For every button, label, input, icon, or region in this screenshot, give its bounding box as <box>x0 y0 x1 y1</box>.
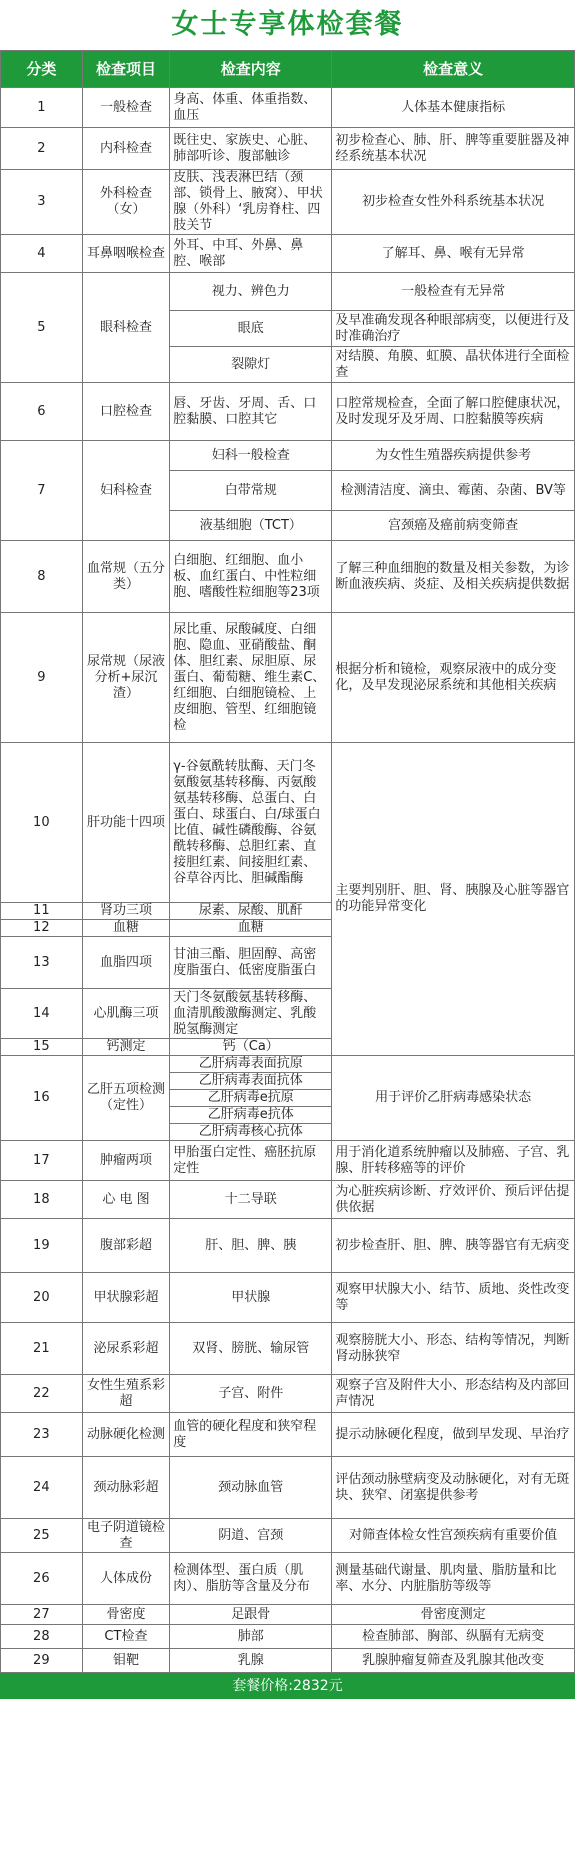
table-cell: 3 <box>1 170 83 235</box>
table-cell: 对筛查体检女性宫颈疾病有重要价值 <box>332 1519 575 1553</box>
table-cell: 甲状腺彩超 <box>82 1273 170 1323</box>
table-cell: 7 <box>1 441 83 541</box>
table-cell: 根据分析和镜检，观察尿液中的成分变化，及早发现泌尿系统和其他相关疾病 <box>332 613 575 743</box>
table-cell: 乳腺肿瘤复筛查及乳腺其他改变 <box>332 1649 575 1673</box>
table-cell: 子宫、附件 <box>170 1375 332 1413</box>
table-cell: 尿常规（尿液分析+尿沉渣） <box>82 613 170 743</box>
table-row <box>1 128 575 170</box>
table-cell: 提示动脉硬化程度，做到早发现、早治疗 <box>332 1413 575 1457</box>
table-cell: 乙肝病毒表面抗体 <box>170 1073 332 1090</box>
table-cell: 12 <box>1 920 83 937</box>
table-cell: CT检查 <box>82 1625 170 1649</box>
table-cell: 26 <box>1 1553 83 1605</box>
table-row <box>1 1056 575 1073</box>
table-cell: 双肾、膀胱、输尿管 <box>170 1323 332 1375</box>
table-cell: 一般检查 <box>82 88 170 128</box>
table-cell: 1 <box>1 88 83 128</box>
table-cell: 宫颈癌及癌前病变筛查 <box>332 511 575 541</box>
table-cell: 23 <box>1 1413 83 1457</box>
table-cell: 用于消化道系统肿瘤以及肺癌、子宫、乳腺、肝转移癌等的评价 <box>332 1141 575 1181</box>
table-row <box>1 1519 575 1553</box>
table-cell: 19 <box>1 1219 83 1273</box>
table-cell: 甲胎蛋白定性、癌胚抗原定性 <box>170 1141 332 1181</box>
header-meaning: 检查意义 <box>332 51 575 88</box>
table-cell: 乙肝五项检测（定性） <box>82 1056 170 1141</box>
table-cell: 主要判别肝、胆、肾、胰腺及心脏等器官的功能异常变化 <box>332 743 575 1056</box>
table-cell: 5 <box>1 273 83 383</box>
table-cell: 了解三种血细胞的数量及相关参数，为诊断血液疾病、炎症、及相关疾病提供数据 <box>332 541 575 613</box>
table-cell: 一般检查有无异常 <box>332 273 575 311</box>
table-cell: 外科检查（女） <box>82 170 170 235</box>
table-cell: 27 <box>1 1605 83 1625</box>
table-row <box>1 1181 575 1219</box>
table-cell: 20 <box>1 1273 83 1323</box>
table-cell: 眼科检查 <box>82 273 170 383</box>
table-cell: 血糖 <box>82 920 170 937</box>
table-cell: 测量基础代谢量、肌肉量、脂肪量和比率、水分、内脏脂肪等级等 <box>332 1553 575 1605</box>
table-cell: 观察甲状腺大小、结节、质地、炎性改变等 <box>332 1273 575 1323</box>
table-cell: 肺部 <box>170 1625 332 1649</box>
table-row <box>1 1413 575 1457</box>
table-cell: 口腔检查 <box>82 383 170 441</box>
table-cell: 用于评价乙肝病毒感染状态 <box>332 1056 575 1141</box>
table-row <box>1 1219 575 1273</box>
table-row <box>1 1273 575 1323</box>
table-cell: 评估颈动脉壁病变及动脉硬化，对有无斑块、狭窄、闭塞提供参考 <box>332 1457 575 1519</box>
table-cell: 尿比重、尿酸碱度、白细胞、隐血、亚硝酸盐、酮体、胆红素、尿胆原、尿蛋白、葡萄糖、维生素C、红细胞、白细胞镜检、上皮细胞、管型、红细胞镜检 <box>170 613 332 743</box>
table-row <box>1 1457 575 1519</box>
table-cell: 检测清洁度、滴虫、霉菌、杂菌、BV等 <box>332 471 575 511</box>
table-cell: 白带常规 <box>170 471 332 511</box>
table-row <box>1 88 575 128</box>
table-cell: 泌尿系彩超 <box>82 1323 170 1375</box>
table-row <box>1 613 575 743</box>
table-cell: 口腔常规检查，全面了解口腔健康状况，及时发现牙及牙周、口腔黏膜等疾病 <box>332 383 575 441</box>
table-row <box>1 383 575 441</box>
table-cell: 身高、体重、体重指数、血压 <box>170 88 332 128</box>
table-cell: 血脂四项 <box>82 937 170 989</box>
table-cell: 骨密度测定 <box>332 1605 575 1625</box>
table-cell: 妇科一般检查 <box>170 441 332 471</box>
table-cell: 6 <box>1 383 83 441</box>
table-cell: 肿瘤两项 <box>82 1141 170 1181</box>
table-cell: 乙肝病毒表面抗原 <box>170 1056 332 1073</box>
table-cell: 血常规（五分类） <box>82 541 170 613</box>
table-cell: 钼靶 <box>82 1649 170 1673</box>
table-cell: 颈动脉彩超 <box>82 1457 170 1519</box>
table-cell: 4 <box>1 235 83 273</box>
table-row <box>1 1649 575 1673</box>
table-cell: 电子阴道镜检查 <box>82 1519 170 1553</box>
table-cell: 妇科检查 <box>82 441 170 541</box>
table-cell: 肾功三项 <box>82 903 170 920</box>
header-content: 检查内容 <box>170 51 332 88</box>
table-cell: 腹部彩超 <box>82 1219 170 1273</box>
table-cell: 及早准确发现各种眼部病变，以便进行及时准确治疗 <box>332 311 575 347</box>
table-cell: 8 <box>1 541 83 613</box>
table-row <box>1 1141 575 1181</box>
header-item: 检查项目 <box>82 51 170 88</box>
table-cell: 13 <box>1 937 83 989</box>
table-cell: 动脉硬化检测 <box>82 1413 170 1457</box>
table-cell: 血糖 <box>170 920 332 937</box>
table-cell: 21 <box>1 1323 83 1375</box>
table-cell: 25 <box>1 1519 83 1553</box>
table-body <box>1 88 575 1673</box>
table-cell: 了解耳、鼻、喉有无异常 <box>332 235 575 273</box>
package-price: 套餐价格:2832元 <box>0 1673 575 1699</box>
table-row <box>1 1605 575 1625</box>
table-cell: 乳腺 <box>170 1649 332 1673</box>
table-cell: 皮肤、浅表淋巴结（颈部、锁骨上、腋窝）、甲状腺（外科）‘乳房脊柱、四肢关节 <box>170 170 332 235</box>
table-cell: 10 <box>1 743 83 903</box>
table-row <box>1 743 575 903</box>
table-cell: 观察膀胱大小、形态、结构等情况，判断肾动脉狭窄 <box>332 1323 575 1375</box>
table-cell: 初步检查女性外科系统基本状况 <box>332 170 575 235</box>
table-cell: 尿素、尿酸、肌酐 <box>170 903 332 920</box>
table-cell: 女性生殖系彩超 <box>82 1375 170 1413</box>
table-cell: 血管的硬化程度和狭窄程度 <box>170 1413 332 1457</box>
table-cell: 既往史、家族史、心脏、肺部听诊、腹部触诊 <box>170 128 332 170</box>
table-cell: 颈动脉血管 <box>170 1457 332 1519</box>
header-category: 分类 <box>1 51 83 88</box>
table-cell: 唇、牙齿、牙周、舌、口腔黏膜、口腔其它 <box>170 383 332 441</box>
table-cell: 钙测定 <box>82 1039 170 1056</box>
table-cell: 14 <box>1 989 83 1039</box>
table-cell: 28 <box>1 1625 83 1649</box>
table-cell: 耳鼻咽喉检查 <box>82 235 170 273</box>
table-cell: 内科检查 <box>82 128 170 170</box>
page-title: 女士专享体检套餐 <box>171 9 404 40</box>
table-cell: 17 <box>1 1141 83 1181</box>
table-cell: 检查肺部、胸部、纵膈有无病变 <box>332 1625 575 1649</box>
table-cell: 乙肝病毒e抗体 <box>170 1107 332 1124</box>
table-cell: 2 <box>1 128 83 170</box>
table-row <box>1 170 575 235</box>
table-cell: 18 <box>1 1181 83 1219</box>
table-row <box>1 1323 575 1375</box>
checkup-table <box>0 50 575 1673</box>
table-header-row <box>1 51 575 88</box>
table-cell: 9 <box>1 613 83 743</box>
table-cell: 白细胞、红细胞、血小板、血红蛋白、中性粒细胞、嗜酸性粒细胞等23项 <box>170 541 332 613</box>
table-row <box>1 441 575 471</box>
table-cell: 乙肝病毒核心抗体 <box>170 1124 332 1141</box>
table-cell: 11 <box>1 903 83 920</box>
table-row <box>1 273 575 311</box>
table-row <box>1 1375 575 1413</box>
table-cell: 阴道、宫颈 <box>170 1519 332 1553</box>
table-cell: 29 <box>1 1649 83 1673</box>
table-cell: 为心脏疾病诊断、疗效评价、预后评估提供依据 <box>332 1181 575 1219</box>
table-cell: 对结膜、角膜、虹膜、晶状体进行全面检查 <box>332 347 575 383</box>
table-cell: 视力、辨色力 <box>170 273 332 311</box>
table-cell: 足跟骨 <box>170 1605 332 1625</box>
table-cell: 甲状腺 <box>170 1273 332 1323</box>
table-cell: 初步检查心、肺、肝、脾等重要脏器及神经系统基本状况 <box>332 128 575 170</box>
table-cell: 16 <box>1 1056 83 1141</box>
table-cell: 裂隙灯 <box>170 347 332 383</box>
table-cell: 24 <box>1 1457 83 1519</box>
table-cell: 15 <box>1 1039 83 1056</box>
table-cell: 眼底 <box>170 311 332 347</box>
table-cell: 观察子宫及附件大小、形态结构及内部回声情况 <box>332 1375 575 1413</box>
table-cell: 液基细胞（TCT） <box>170 511 332 541</box>
table-row <box>1 1553 575 1605</box>
table-cell: 心 电 图 <box>82 1181 170 1219</box>
table-cell: 22 <box>1 1375 83 1413</box>
table-row <box>1 235 575 273</box>
table-cell: 十二导联 <box>170 1181 332 1219</box>
table-cell: 骨密度 <box>82 1605 170 1625</box>
table-row <box>1 1625 575 1649</box>
table-cell: 人体基本健康指标 <box>332 88 575 128</box>
table-cell: 钙（Ca） <box>170 1039 332 1056</box>
table-cell: 初步检查肝、胆、脾、胰等器官有无病变 <box>332 1219 575 1273</box>
table-cell: 肝、胆、脾、胰 <box>170 1219 332 1273</box>
table-cell: 外耳、中耳、外鼻、鼻腔、喉部 <box>170 235 332 273</box>
table-cell: 肝功能十四项 <box>82 743 170 903</box>
table-cell: γ-谷氨酰转肽酶、天门冬氨酸氨基转移酶、丙氨酸氨基转移酶、总蛋白、白蛋白、球蛋白、白/球蛋白比值、碱性磷酸酶、谷氨酰转移酶、总胆红素、直接胆红素、间接胆红素、谷草谷丙比、胆碱酯酶 <box>170 743 332 903</box>
table-cell: 为女性生殖器疾病提供参考 <box>332 441 575 471</box>
table-cell: 检测体型、蛋白质（肌肉）、脂肪等含量及分布 <box>170 1553 332 1605</box>
table-cell: 甘油三酯、胆固醇、高密度脂蛋白、低密度脂蛋白 <box>170 937 332 989</box>
table-cell: 天门冬氨酸氨基转移酶、血清肌酸激酶测定、乳酸脱氢酶测定 <box>170 989 332 1039</box>
table-cell: 人体成份 <box>82 1553 170 1605</box>
table-row <box>1 541 575 613</box>
table-cell: 乙肝病毒e抗原 <box>170 1090 332 1107</box>
table-cell: 心肌酶三项 <box>82 989 170 1039</box>
